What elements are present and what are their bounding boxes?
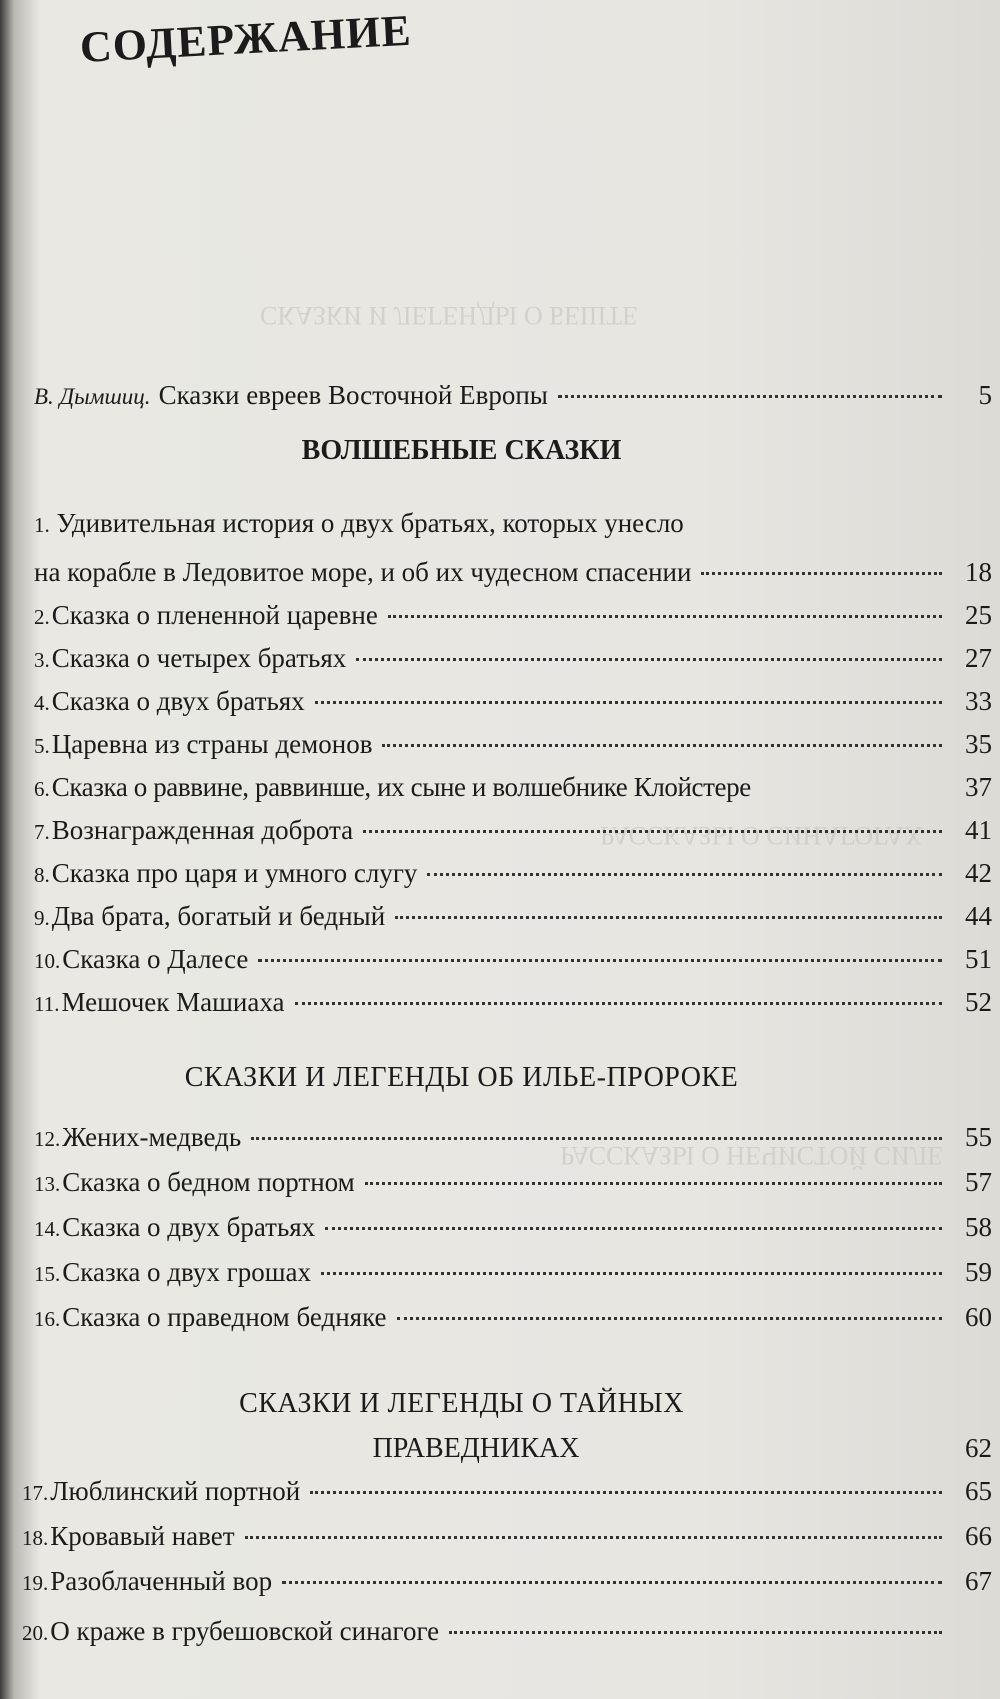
entry-page: 58 xyxy=(965,1212,992,1242)
entry-page: 60 xyxy=(965,1302,992,1332)
toc-entry-1-continued[interactable] xyxy=(34,557,992,597)
entry-number: 16. xyxy=(34,1307,61,1331)
dot-leader xyxy=(558,395,942,398)
entry-number: 4. xyxy=(34,691,50,715)
entry-page: 44 xyxy=(965,901,992,931)
entry-page: 33 xyxy=(965,686,992,716)
dot-leader xyxy=(310,1491,942,1494)
entry-title: Сказка о праведном бедняке xyxy=(62,1302,387,1332)
entry-title: Сказка о раввине, раввинше, их сыне и волшебнике Клойстере xyxy=(51,772,751,802)
entry-page: 42 xyxy=(965,858,992,888)
dot-leader xyxy=(251,1137,942,1140)
dot-leader xyxy=(395,916,942,919)
entry-page: 35 xyxy=(965,729,992,759)
entry-author: В. Дымшиц. xyxy=(34,384,151,409)
entry-title: Два брата, богатый и бедный xyxy=(51,901,386,931)
section-page: 62 xyxy=(965,1433,992,1463)
entry-page: 66 xyxy=(965,1521,992,1551)
dot-leader xyxy=(365,1182,942,1185)
dot-leader xyxy=(315,701,942,704)
entry-title: Удивительная история о двух братьях, которых унесло xyxy=(56,508,684,538)
entry-number: 18. xyxy=(22,1526,49,1550)
entry-title: Кровавый навет xyxy=(50,1521,235,1551)
bleed-through-text: РАССКАЗЫ О НЕЧИСТОЙ СИЛЕ xyxy=(560,1141,944,1170)
toc-entry-2[interactable] xyxy=(34,600,992,640)
toc-entry-12[interactable] xyxy=(34,1122,992,1162)
toc-entry-16[interactable] xyxy=(34,1302,992,1342)
toc-entry-intro[interactable] xyxy=(34,380,992,420)
entry-number: 20. xyxy=(22,1621,49,1645)
entry-title: Люблинский портной xyxy=(50,1476,301,1506)
dot-leader xyxy=(363,830,942,833)
toc-entry-17[interactable] xyxy=(22,1476,992,1516)
entry-number: 11. xyxy=(34,992,60,1016)
toc-entry-20[interactable] xyxy=(22,1616,992,1656)
toc-entry-3[interactable] xyxy=(34,643,992,683)
entry-title: Сказка о двух братьях xyxy=(62,1212,316,1242)
toc-entry-9[interactable] xyxy=(34,901,992,941)
entry-title: Царевна из страны демонов xyxy=(51,729,373,759)
entry-number: 15. xyxy=(34,1262,61,1286)
entry-title: Разоблаченный вор xyxy=(50,1566,273,1596)
entry-number: 17. xyxy=(22,1481,49,1505)
section-heading-line2: ПРАВЕДНИКАХ xyxy=(372,1433,580,1464)
entry-title: Сказки евреев Восточной Европы xyxy=(158,380,548,410)
entry-title-continued: на корабле в Ледовитое море, и об их чудесном спасении xyxy=(34,557,692,587)
dot-leader xyxy=(245,1536,942,1539)
entry-page: 5 xyxy=(978,380,992,410)
section-heading: ВОЛШЕБНЫЕ СКАЗКИ xyxy=(301,435,622,466)
entry-title: О краже в грубешовской синагоге xyxy=(50,1616,440,1646)
entry-title: Сказка о двух братьях xyxy=(51,686,305,716)
dot-leader xyxy=(295,1002,943,1005)
entry-page: 25 xyxy=(965,600,992,630)
entry-title: Сказка о двух грошах xyxy=(62,1257,311,1287)
entry-title: Мешочек Машиаха xyxy=(61,987,285,1017)
dot-leader xyxy=(382,744,942,747)
dot-leader xyxy=(258,959,942,962)
entry-title: Сказка о четырех братьях xyxy=(51,643,347,673)
toc-entry-4[interactable] xyxy=(34,686,992,726)
dot-leader xyxy=(449,1631,942,1634)
entry-page: 37 xyxy=(965,772,992,802)
entry-number: 5. xyxy=(34,734,50,758)
entry-title: Жених-медведь xyxy=(62,1122,242,1152)
entry-number: 19. xyxy=(22,1571,49,1595)
entry-number: 6. xyxy=(34,777,50,801)
entry-number: 7. xyxy=(34,820,50,844)
entry-number: 8. xyxy=(34,863,50,887)
toc-entry-18[interactable] xyxy=(22,1521,992,1561)
entry-page: 67 xyxy=(965,1566,992,1596)
bleed-through-text: РАССКАЗЫ О СИНАГОГАХ xyxy=(600,821,923,850)
page-title: СОДЕРЖАНИЕ xyxy=(78,5,413,72)
toc-entry-11[interactable] xyxy=(34,987,992,1027)
entry-page: 51 xyxy=(965,944,992,974)
toc-entry-6[interactable] xyxy=(34,772,992,812)
dot-leader xyxy=(325,1227,942,1230)
entry-page: 59 xyxy=(965,1257,992,1287)
dot-leader xyxy=(388,615,942,618)
toc-entry-8[interactable] xyxy=(34,858,992,898)
entry-number: 9. xyxy=(34,906,50,930)
entry-number: 13. xyxy=(34,1172,61,1196)
entry-number: 12. xyxy=(34,1127,61,1151)
toc-entry-13[interactable] xyxy=(34,1167,992,1207)
entry-title: Вознагражденная доброта xyxy=(51,815,354,845)
entry-number: 1. xyxy=(34,513,50,537)
dot-leader xyxy=(321,1272,942,1275)
entry-page: 57 xyxy=(965,1167,992,1197)
toc-entry-5[interactable] xyxy=(34,729,992,769)
toc-entry-10[interactable] xyxy=(34,944,992,984)
dot-leader xyxy=(701,572,942,575)
dot-leader xyxy=(282,1581,942,1584)
dot-leader xyxy=(397,1317,942,1320)
dot-leader xyxy=(427,873,942,876)
entry-page: 27 xyxy=(965,643,992,673)
toc-entry-1[interactable] xyxy=(34,508,684,539)
toc-entry-7[interactable] xyxy=(34,815,992,855)
entry-number: 3. xyxy=(34,648,50,672)
section-heading-continued xyxy=(0,1433,992,1473)
entry-number: 14. xyxy=(34,1217,61,1241)
toc-entry-19[interactable] xyxy=(22,1566,992,1606)
entry-number: 10. xyxy=(34,949,61,973)
toc-entry-14[interactable] xyxy=(34,1212,992,1252)
entry-page: 18 xyxy=(965,557,992,587)
section-heading: СКАЗКИ И ЛЕГЕНДЫ О ТАЙНЫХ xyxy=(239,1388,684,1419)
section-heading: СКАЗКИ И ЛЕГЕНДЫ ОБ ИЛЬЕ-ПРОРОКЕ xyxy=(184,1062,739,1093)
toc-entry-15[interactable] xyxy=(34,1257,992,1297)
dot-leader xyxy=(755,787,948,790)
bleed-through-text: СКАЗКИ И ЛЕГЕНДЫ О БЕШТЕ xyxy=(260,301,638,330)
entry-title: Сказка про царя и умного слугу xyxy=(51,858,418,888)
entry-page: 65 xyxy=(965,1476,992,1506)
entry-title: Сказка о плененной царевне xyxy=(51,600,378,630)
entry-page: 41 xyxy=(965,815,992,845)
dot-leader xyxy=(356,658,942,661)
entry-number: 2. xyxy=(34,605,50,629)
entry-title: Сказка о бедном портном xyxy=(62,1167,355,1197)
entry-page: 52 xyxy=(965,987,992,1017)
entry-title: Сказка о Далесе xyxy=(62,944,249,974)
entry-page: 55 xyxy=(965,1122,992,1152)
